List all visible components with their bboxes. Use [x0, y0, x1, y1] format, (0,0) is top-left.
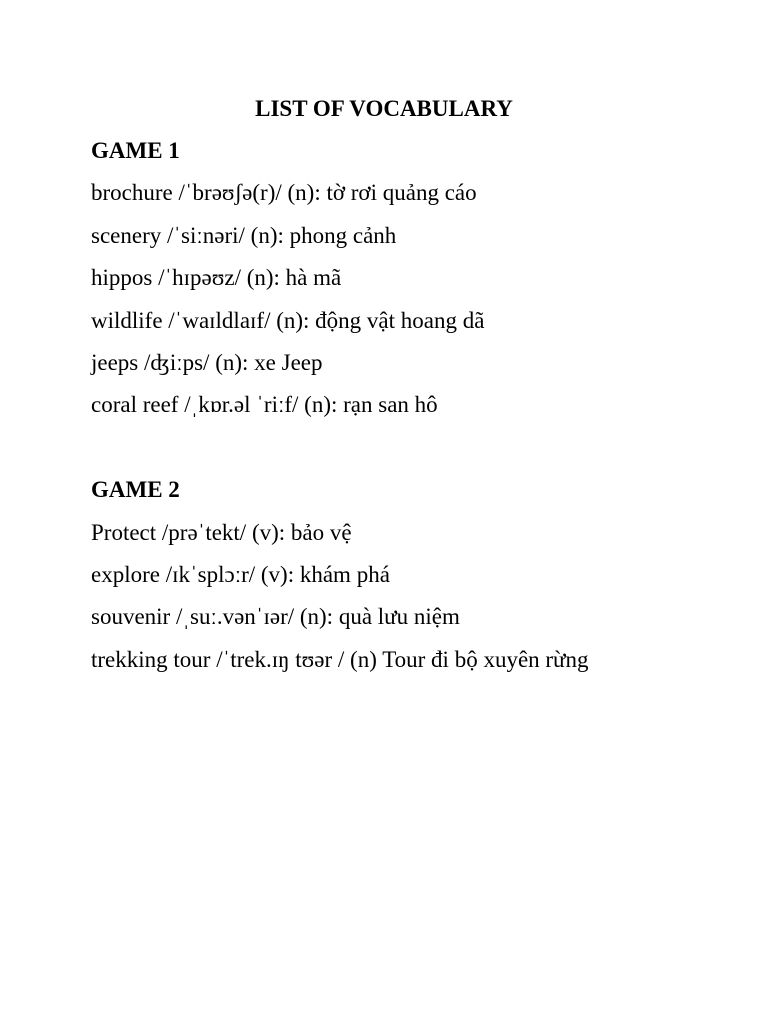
- vocab-entry-souvenir: souvenir /ˌsuː.vənˈɪər/ (n): quà lưu niệm: [91, 604, 460, 630]
- vocab-entry-protect: Protect /prəˈtekt/ (v): bảo vệ: [91, 519, 352, 545]
- document-title: LIST OF VOCABULARY: [255, 96, 513, 121]
- section-heading: GAME 2: [91, 477, 180, 503]
- vocab-entry-hippos: hippos /ˈhɪpəʊz/ (n): hà mã: [91, 265, 342, 291]
- section-heading: GAME 1: [91, 138, 180, 163]
- vocab-entry-wildlife: wildlife /ˈwaɪldlaɪf/ (n): động vật hoang dã: [91, 307, 485, 333]
- section-game-1: [91, 133, 711, 430]
- section-game-2: [91, 472, 711, 684]
- vocab-entry-scenery: scenery /ˈsiːnəri/ (n): phong cảnh: [91, 222, 397, 248]
- blank-line: [91, 430, 711, 472]
- vocab-entry-jeeps: jeeps /ʤiːps/ (n): xe Jeep: [91, 349, 323, 375]
- vocab-entry-brochure: brochure /ˈbrəʊʃə(r)/ (n): tờ rơi quảng cáo: [91, 180, 477, 206]
- vocab-entry-coral-reef: coral reef /ˌkɒr.əl ˈriːf/ (n): rạn san hô: [91, 392, 438, 418]
- vocab-entry-explore: explore /ɪkˈsplɔːr/ (v): khám phá: [91, 561, 390, 587]
- vocab-entry-trekking-tour: trekking tour /ˈtrek.ɪŋ tʊər / (n) Tour đi bộ xuyên rừng: [91, 646, 589, 672]
- document-body: [91, 91, 711, 684]
